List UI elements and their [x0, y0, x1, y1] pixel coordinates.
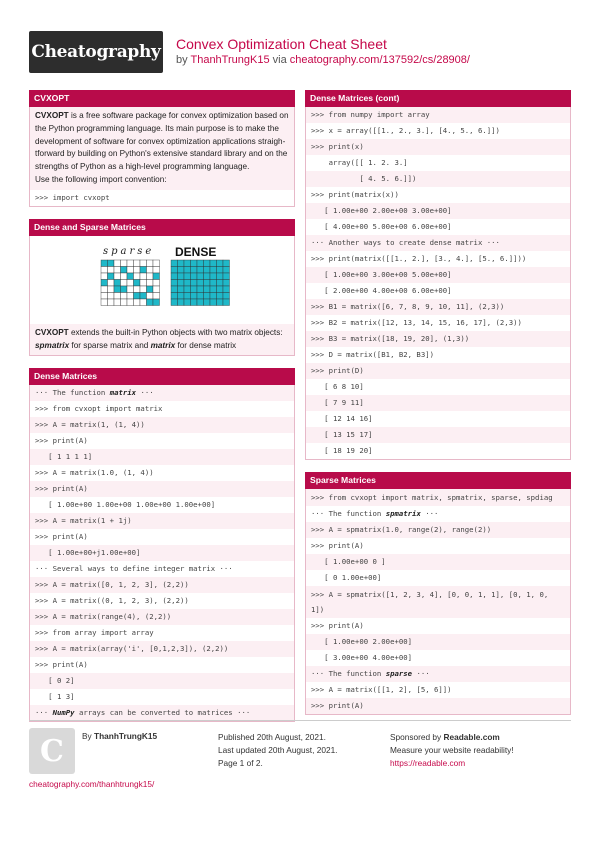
code-line: >>> print(x) [306, 139, 570, 155]
sparse-cell [147, 260, 154, 267]
sparse-cell [153, 279, 160, 286]
code-line: [ 1.00e+00 2.00e+00] [306, 634, 570, 650]
sparse-cell [114, 299, 121, 306]
sparse-cell [114, 279, 121, 286]
sponsor-line [390, 731, 514, 744]
code-line: >>> print(A) [30, 433, 294, 449]
sparse-cell [121, 292, 128, 299]
sparse-cell [121, 299, 128, 306]
dense-cell [210, 273, 217, 280]
code-line: >>> from numpy import array [306, 107, 570, 123]
intro-text [30, 107, 294, 190]
dense-cell [197, 266, 204, 273]
matrix-term: matrix [150, 340, 176, 350]
dense-cell [223, 266, 230, 273]
by-text: By [82, 731, 94, 741]
dense-cell [223, 279, 230, 286]
desc-text: for dense matrix [175, 340, 237, 350]
dense-cell [223, 260, 230, 267]
sparse-cell [127, 286, 134, 293]
dense-cell [204, 260, 211, 267]
sheet-url-link[interactable]: cheatography.com/137592/cs/28908/ [289, 54, 470, 66]
sparse-cell [134, 279, 141, 286]
code-line: >>> A = matrix(1.0, (1, 4)) [30, 465, 294, 481]
section-heading: Dense Matrices [29, 368, 295, 385]
code-line: >>> A = matrix(1, (1, 4)) [30, 417, 294, 433]
code-line: [ 13 15 17] [306, 427, 570, 443]
code-line: [ 2.00e+00 4.00e+00 6.00e+00] [306, 283, 570, 299]
sparse-cell [140, 273, 147, 280]
dense-cell [184, 286, 191, 293]
dense-cell [204, 292, 211, 299]
dense-cell [197, 273, 204, 280]
dense-cell [217, 286, 224, 293]
dense-cell [217, 279, 224, 286]
code-line: [ 0 2] [30, 673, 294, 689]
code-line: ··· The function matrix ··· [30, 385, 294, 401]
sponsor-name: Readable.com [443, 732, 500, 742]
dense-cell [178, 292, 185, 299]
code-line: >>> print(A) [306, 618, 570, 634]
code-line: >>> print(matrix([[1., 2.], [3., 4.], [5., 6.]])) [306, 251, 570, 267]
code-line: >>> print(A) [30, 529, 294, 545]
section-heading: Dense Matrices (cont) [305, 90, 571, 107]
sparse-cell [108, 292, 115, 299]
dense-cell [204, 286, 211, 293]
code-line: >>> A = spmatrix(1.0, range(2), range(2)) [306, 522, 570, 538]
sparse-cell [134, 286, 141, 293]
dense-cell [210, 299, 217, 306]
sparse-dense-figure [81, 244, 243, 310]
code-line: [ 3.00e+00 4.00e+00] [306, 650, 570, 666]
sparse-cell [147, 292, 154, 299]
sparse-cell [114, 286, 121, 293]
dense-cell [171, 273, 178, 280]
sparse-cell [147, 273, 154, 280]
sparse-cell [121, 286, 128, 293]
intro-bold: CVXOPT [35, 111, 69, 120]
code-line: [ 4.00e+00 5.00e+00 6.00e+00] [306, 219, 570, 235]
code-line: >>> A = matrix([[1, 2], [5, 6]]) [306, 682, 570, 698]
sparse-cell [153, 260, 160, 267]
sparse-cell [114, 292, 121, 299]
sparse-cell [134, 260, 141, 267]
code-line: >>> print(D) [306, 363, 570, 379]
import-note: Use the following import convention: [35, 174, 167, 184]
code-line: [ 1 3] [30, 689, 294, 705]
import-code: >>> import cvxopt [30, 190, 294, 206]
code-line: >>> A = matrix(array('i', [0,1,2,3]), (2,2)) [30, 641, 294, 657]
dense-cell [204, 273, 211, 280]
sparse-cell [101, 279, 108, 286]
cheatography-logo[interactable] [29, 31, 163, 73]
section-body [305, 489, 571, 715]
dense-cell [184, 292, 191, 299]
code-line: [ 1 1 1 1] [30, 449, 294, 465]
sparse-cell [108, 286, 115, 293]
author-profile-link[interactable]: cheatography.com/thanhtrungk15/ [29, 779, 155, 789]
sparse-cell [101, 292, 108, 299]
sparse-cell [140, 279, 147, 286]
code-line: >>> B3 = matrix([18, 19, 20], (1,3)) [306, 331, 570, 347]
dense-cell [197, 260, 204, 267]
figure-label-dense: DENSE [175, 244, 217, 259]
section-body [29, 236, 295, 357]
code-line: ··· Another ways to create dense matrix ··· [306, 235, 570, 251]
dense-cell [210, 266, 217, 273]
page-number: Page 1 of 2. [218, 758, 263, 768]
sparse-cell [153, 273, 160, 280]
code-line: ··· Several ways to define integer matrix ··· [30, 561, 294, 577]
section-cvxopt [29, 90, 295, 207]
sparse-cell [127, 260, 134, 267]
sponsor-link[interactable]: https://readable.com [390, 758, 466, 768]
sparse-cell [147, 299, 154, 306]
section-body [29, 385, 295, 722]
dense-cell [191, 266, 198, 273]
sparse-cell [127, 279, 134, 286]
code-line: ··· The function spmatrix ··· [306, 506, 570, 522]
dense-cell [210, 279, 217, 286]
dense-cell [178, 273, 185, 280]
sparse-cell [140, 286, 147, 293]
dense-cell [178, 299, 185, 306]
sparse-cell [127, 292, 134, 299]
code-line: [ 4. 5. 6.]]) [306, 171, 570, 187]
sparse-cell [134, 292, 141, 299]
sparse-cell [114, 260, 121, 267]
code-line: >>> A = matrix((0, 1, 2, 3), (2,2)) [30, 593, 294, 609]
sparse-cell [101, 286, 108, 293]
section-sparse-matrices [305, 472, 571, 715]
code-line: >>> print(A) [306, 698, 570, 714]
sparse-cell [108, 260, 115, 267]
dense-cell [184, 266, 191, 273]
dense-cell [223, 292, 230, 299]
dense-cell [217, 299, 224, 306]
right-column [305, 90, 571, 727]
code-line: [ 6 8 10] [306, 379, 570, 395]
cheatographer-avatar[interactable] [29, 728, 75, 774]
dense-cell [171, 299, 178, 306]
dense-cell [191, 286, 198, 293]
code-line: [ 12 14 16] [306, 411, 570, 427]
dense-cell [184, 279, 191, 286]
logo-text: Cheatography [31, 42, 161, 62]
dense-cell [191, 273, 198, 280]
dense-cell [171, 286, 178, 293]
dense-cell [191, 279, 198, 286]
code-line: ··· The function sparse ··· [306, 666, 570, 682]
code-line: [ 18 19 20] [306, 443, 570, 459]
dense-cell [223, 299, 230, 306]
code-line: >>> A = spmatrix([1, 2, 3, 4], [0, 0, 1, 1], [0, 1, 0, 1]) [306, 586, 570, 618]
dense-cell [204, 266, 211, 273]
dense-cell [171, 260, 178, 267]
sparse-cell [134, 299, 141, 306]
dense-cell [210, 286, 217, 293]
dense-cell [178, 266, 185, 273]
sparse-cell [108, 299, 115, 306]
dense-cell [210, 260, 217, 267]
code-line: [ 1.00e+00 1.00e+00 1.00e+00 1.00e+00] [30, 497, 294, 513]
code-line: >>> from cvxopt import matrix, spmatrix, sparse, spdiag [306, 489, 570, 506]
code-line: [ 1.00e+00+j1.00e+00] [30, 545, 294, 561]
desc-bold: CVXOPT [35, 327, 69, 337]
dense-cell [171, 292, 178, 299]
code-line: >>> B2 = matrix([12, 13, 14, 15, 16, 17], (2,3)) [306, 315, 570, 331]
dense-cell [197, 292, 204, 299]
matrix-objects-text [30, 324, 294, 356]
code-line: [ 7 9 11] [306, 395, 570, 411]
sparse-cell [108, 279, 115, 286]
page-header [0, 0, 600, 82]
section-dense-matrices-cont [305, 90, 571, 460]
code-line: >>> print(matrix(x)) [306, 187, 570, 203]
sparse-cell [108, 266, 115, 273]
page-title: Convex Optimization Cheat Sheet [176, 36, 387, 52]
dense-cell [191, 292, 198, 299]
sparse-cell [147, 286, 154, 293]
sparse-cell [140, 299, 147, 306]
footer-publish-info [218, 731, 337, 770]
sparse-cell [127, 266, 134, 273]
sparse-cell [101, 260, 108, 267]
published-date: Published 20th August, 2021. [218, 732, 326, 742]
sparse-cell [134, 266, 141, 273]
code-line: [ 0 1.00e+00] [306, 570, 570, 586]
dense-cell [217, 292, 224, 299]
dense-cell [197, 279, 204, 286]
code-line: >>> from cvxopt import matrix [30, 401, 294, 417]
dense-cell [217, 266, 224, 273]
section-dense-matrices [29, 368, 295, 722]
dense-cell [191, 299, 198, 306]
sparse-cell [153, 299, 160, 306]
code-line: >>> from array import array [30, 625, 294, 641]
sparse-cell [153, 286, 160, 293]
avatar-letter: C [40, 733, 64, 769]
code-line: >>> print(A) [30, 657, 294, 673]
sparse-cell [114, 266, 121, 273]
sparse-cell [121, 266, 128, 273]
section-dense-sparse [29, 219, 295, 357]
section-heading: Dense and Sparse Matrices [29, 219, 295, 236]
code-line: >>> print(A) [30, 481, 294, 497]
by-prefix: by [176, 54, 188, 66]
dense-cell [171, 266, 178, 273]
code-line: >>> A = matrix(1 + 1j) [30, 513, 294, 529]
sparse-cell [127, 273, 134, 280]
dense-cell [178, 279, 185, 286]
sparse-cell [153, 266, 160, 273]
sparse-cell [101, 266, 108, 273]
sparse-cell [147, 266, 154, 273]
dense-cell [171, 279, 178, 286]
sparse-cell [127, 299, 134, 306]
footer-divider [29, 720, 571, 721]
code-line: >>> print(A) [306, 538, 570, 554]
dense-cell [217, 273, 224, 280]
section-heading: Sparse Matrices [305, 472, 571, 489]
byline [176, 54, 470, 66]
desc-text: for sparse matrix and [69, 340, 151, 350]
code-line: [ 1.00e+00 0 ] [306, 554, 570, 570]
left-column [29, 90, 295, 734]
code-line: >>> A = matrix(range(4), (2,2)) [30, 609, 294, 625]
footer-author-link[interactable]: ThanhTrungK15 [94, 731, 158, 741]
sparse-cell [108, 273, 115, 280]
code-line: >>> x = array([[1., 2., 3.], [4., 5., 6.]]) [306, 123, 570, 139]
author-link[interactable]: ThanhTrungK15 [190, 54, 270, 66]
dense-cell [184, 273, 191, 280]
dense-cell [178, 260, 185, 267]
dense-cell [217, 260, 224, 267]
footer-author [82, 731, 157, 741]
intro-rest: is a free software package for convex optimization based on the Python programming language. Its main purpose is to make the development of software for convex optimization applications straightforward by building on Python's extensive standard library and on the strengths of Python as a high-level programming language. [35, 111, 289, 172]
dense-cell [204, 279, 211, 286]
dense-cell [210, 292, 217, 299]
dense-cell [197, 286, 204, 293]
dense-cell [184, 260, 191, 267]
code-line: [ 1.00e+00 2.00e+00 3.00e+00] [306, 203, 570, 219]
via-text: via [272, 54, 287, 66]
footer-sponsor [390, 731, 514, 770]
code-line: >>> D = matrix([B1, B2, B3]) [306, 347, 570, 363]
sponsor-tagline: Measure your website readability! [390, 745, 514, 755]
updated-date: Last updated 20th August, 2021. [218, 745, 338, 755]
sparse-cell [121, 273, 128, 280]
figure-label-sparse: sparse [103, 245, 155, 257]
sparse-cell [101, 273, 108, 280]
dense-cell [191, 260, 198, 267]
code-line: >>> A = matrix([0, 1, 2, 3], (2,2)) [30, 577, 294, 593]
code-line: array([[ 1. 2. 3.] [306, 155, 570, 171]
code-line: >>> B1 = matrix([6, 7, 8, 9, 10, 11], (2,3)) [306, 299, 570, 315]
dense-cell [178, 286, 185, 293]
dense-cell [197, 299, 204, 306]
code-line: ··· NumPy arrays can be converted to matrices ··· [30, 705, 294, 721]
section-body [305, 107, 571, 460]
section-body [29, 107, 295, 207]
sparse-cell [134, 273, 141, 280]
sponsor-prefix: Sponsored by [390, 732, 444, 742]
sparse-cell [101, 299, 108, 306]
sparse-cell [140, 292, 147, 299]
desc-text: extends the built-in Python objects with two matrix objects: [68, 327, 283, 337]
sparse-cell [140, 260, 147, 267]
dense-cell [223, 273, 230, 280]
figure-wrap [30, 236, 294, 324]
dense-cell [223, 286, 230, 293]
spmatrix-term: spmatrix [35, 340, 70, 350]
section-heading: CVXOPT [29, 90, 295, 107]
code-line: [ 1.00e+00 3.00e+00 5.00e+00] [306, 267, 570, 283]
sparse-cell [147, 279, 154, 286]
dense-cell [184, 299, 191, 306]
sparse-cell [121, 260, 128, 267]
dense-cell [204, 299, 211, 306]
sparse-cell [153, 292, 160, 299]
sparse-cell [114, 273, 121, 280]
sparse-cell [140, 266, 147, 273]
sparse-cell [121, 279, 128, 286]
